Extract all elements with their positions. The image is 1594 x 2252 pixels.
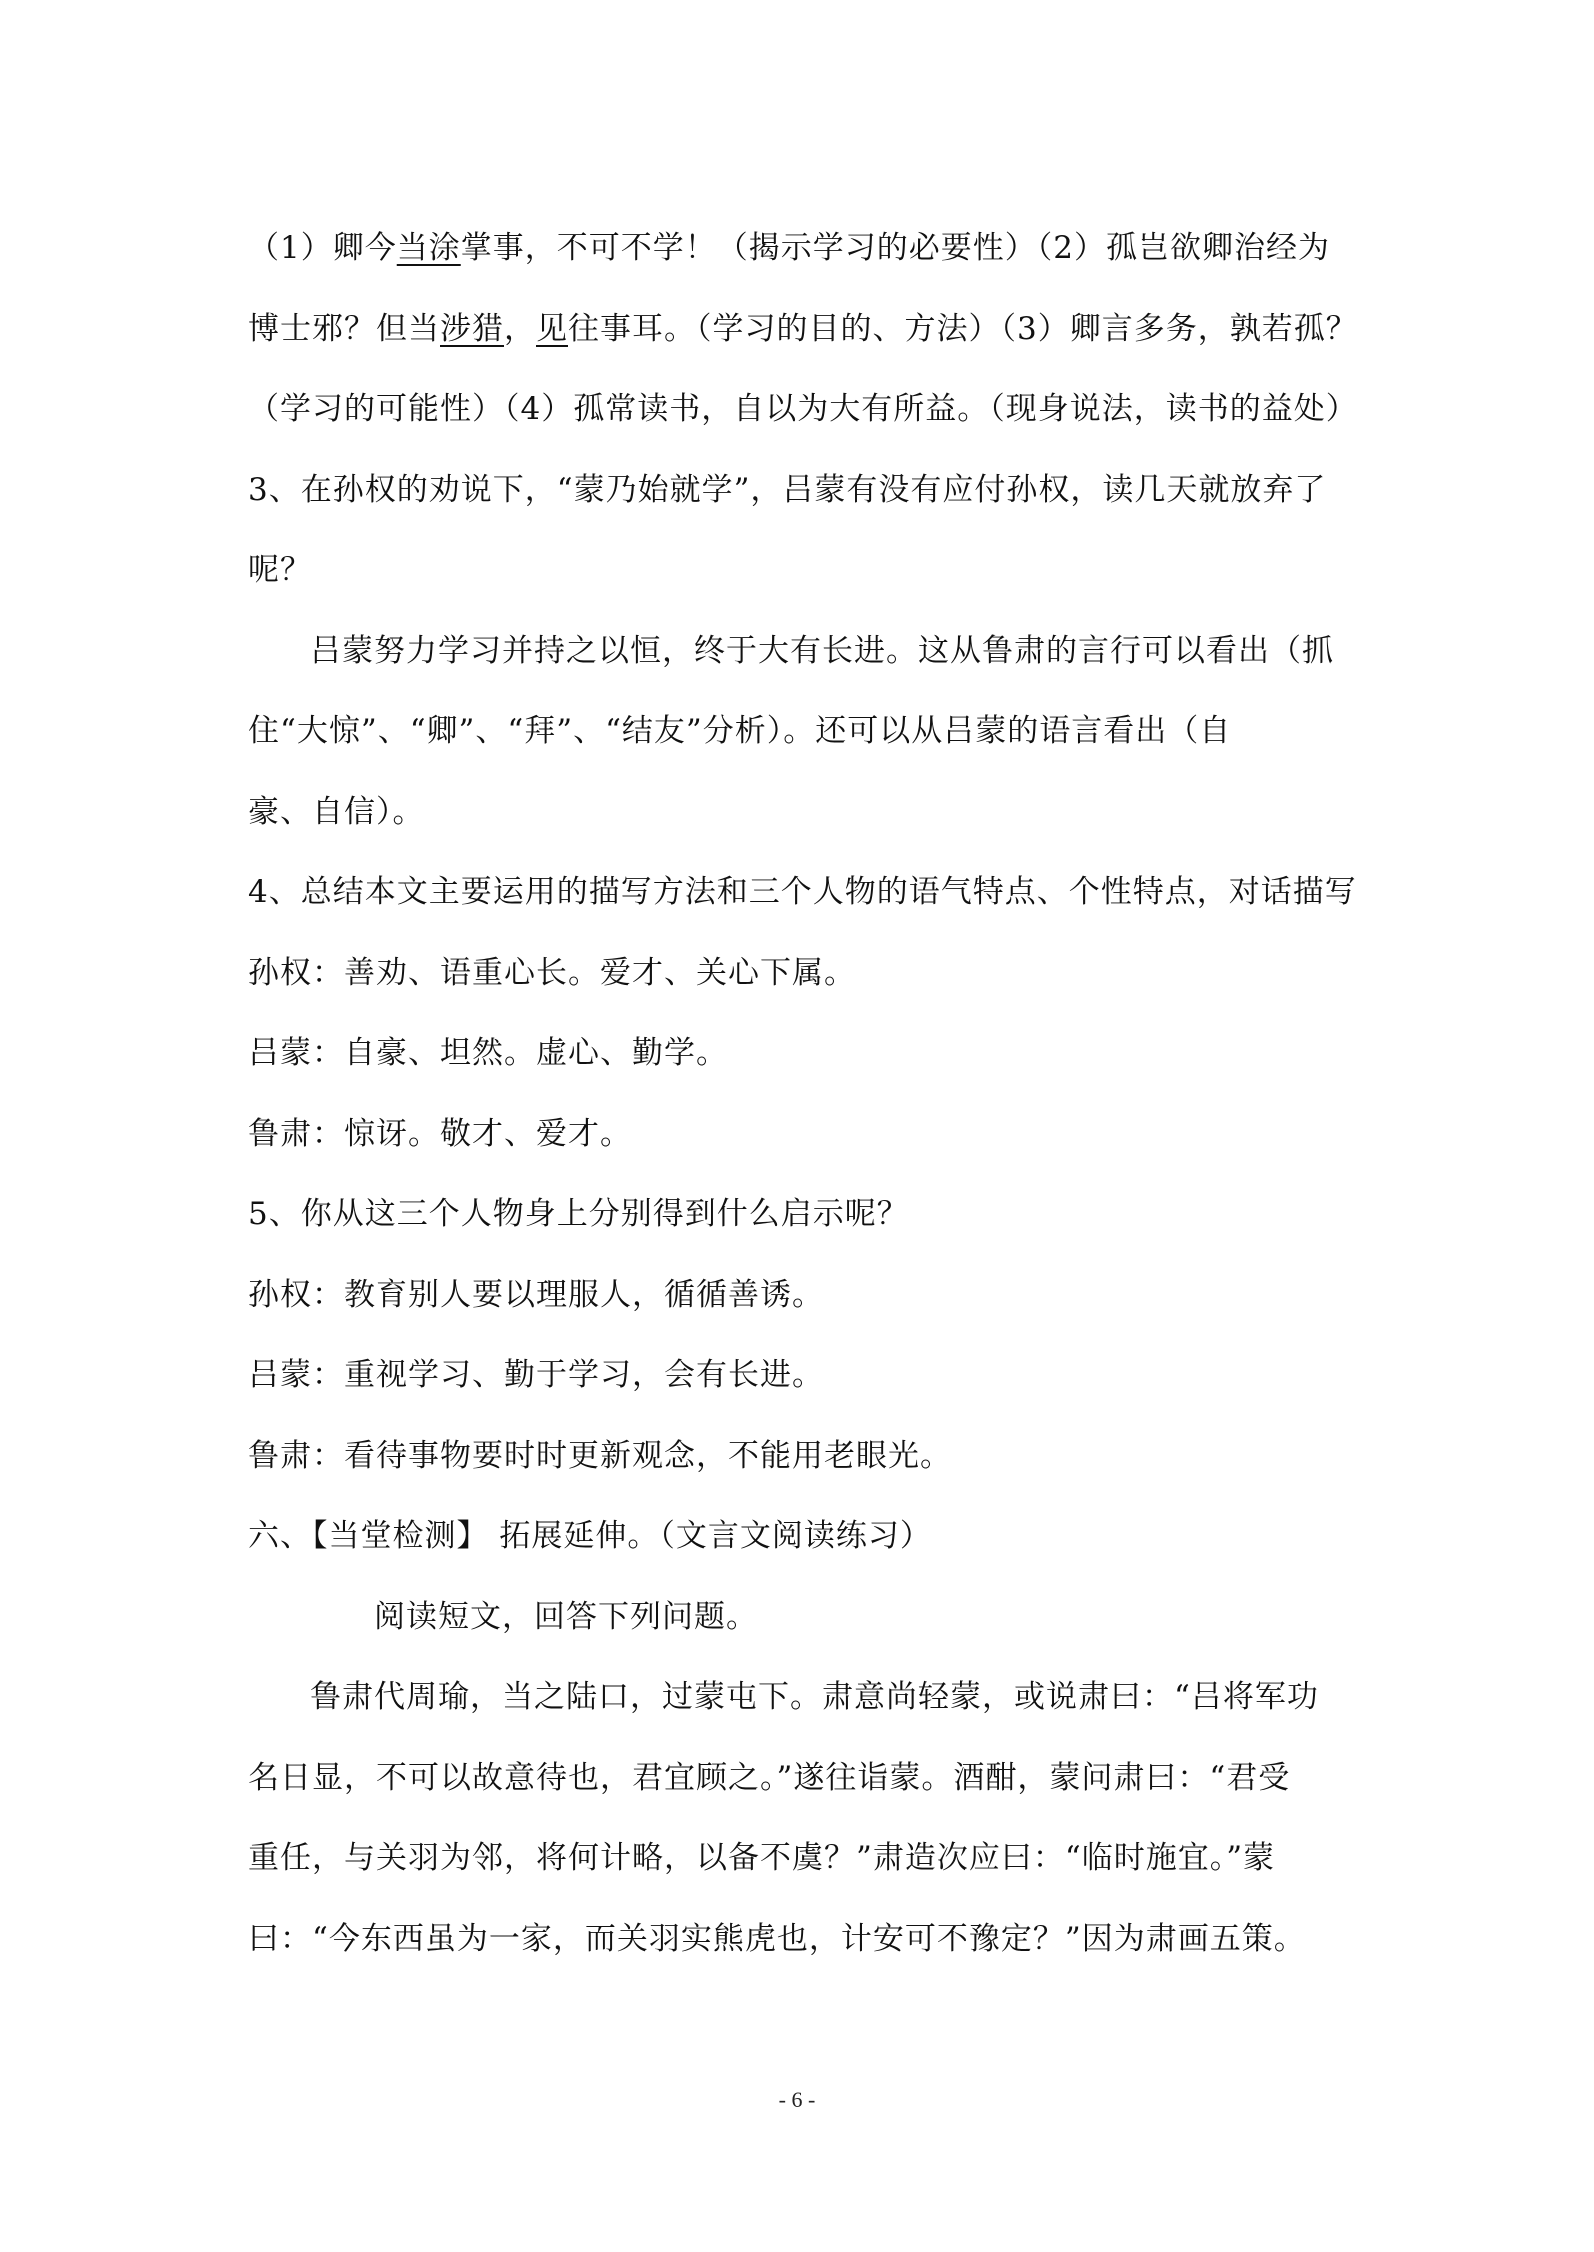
text-line: 鲁肃：看待事物要时时更新观念，不能用老眼光。 <box>248 1437 952 1474</box>
text-line: 5、你从这三个人物身上分别得到什么启示呢？ <box>248 1196 909 1232</box>
text-line: 鲁肃代周瑜，当之陆口，过蒙屯下。肃意尚轻蒙，或说肃曰：“吕将军功 <box>310 1679 1319 1715</box>
text-line: 吕蒙：自豪、坦然。虚心、勤学。 <box>248 1035 728 1071</box>
text-line <box>248 228 1330 268</box>
underlined-term: 当涂 <box>396 230 461 266</box>
text-line: 吕蒙：重视学习、勤于学习，会有长进。 <box>248 1357 824 1393</box>
text-segment: （1）卿今 <box>248 230 397 266</box>
text-line: 阅读短文，回答下列问题。 <box>374 1598 758 1635</box>
text-line: 吕蒙努力学习并持之以恒，终于大有长进。这从鲁肃的言行可以看出（抓 <box>310 632 1334 669</box>
text-line: （学习的可能性）（4）孤常读书，自以为大有所益。（现身说法，读书的益处） <box>248 391 1358 427</box>
text-line: 鲁肃：惊讶。敬才、爱才。 <box>248 1115 632 1152</box>
text-line: 六、【当堂检测】 拓展延伸。（文言文阅读练习） <box>248 1518 932 1554</box>
text-line: 孙权：教育别人要以理服人，循循善诱。 <box>248 1276 824 1313</box>
text-line: 曰：“今东西虽为一家，而关羽实熊虎也，计安可不豫定？”因为肃画五策。 <box>248 1920 1306 1957</box>
text-line: 4、总结本文主要运用的描写方法和三个人物的语气特点、个性特点，对话描写 <box>248 874 1357 910</box>
text-line: 重任，与关羽为邻，将何计略，以备不虞？”肃造次应曰：“临时施宜。”蒙 <box>248 1840 1276 1876</box>
text-line: 3、在孙权的劝说下，“蒙乃始就学”，吕蒙有没有应付孙权，读几天就放弃了 <box>248 471 1327 508</box>
text-segment: 掌事，不可不学！（揭示学习的必要性）（2）孤岂欲卿治经为 <box>460 230 1330 266</box>
text-line: 孙权：善劝、语重心长。爱才、关心下属。 <box>248 954 856 991</box>
text-segment: ， <box>504 310 536 347</box>
page-number: - 6 - <box>778 2087 816 2112</box>
text-segment: 博士邪？但当 <box>248 310 440 347</box>
text-line: 名日显，不可以故意待也，君宜顾之。”遂往诣蒙。酒酣，蒙问肃曰：“君受 <box>248 1759 1291 1796</box>
text-line: 住“大惊”、“卿”、“拜”、“结友”分析）。还可以从吕蒙的语言看出（自 <box>248 713 1232 749</box>
underlined-term: 见 <box>536 310 568 347</box>
text-line: 呢？ <box>248 552 312 588</box>
text-line: 豪、自信）。 <box>248 793 425 830</box>
text-line <box>248 309 1358 349</box>
text-segment: 往事耳。（学习的目的、方法）（3）卿言多务，孰若孤？ <box>568 310 1358 347</box>
underlined-term: 涉猎 <box>440 310 504 347</box>
